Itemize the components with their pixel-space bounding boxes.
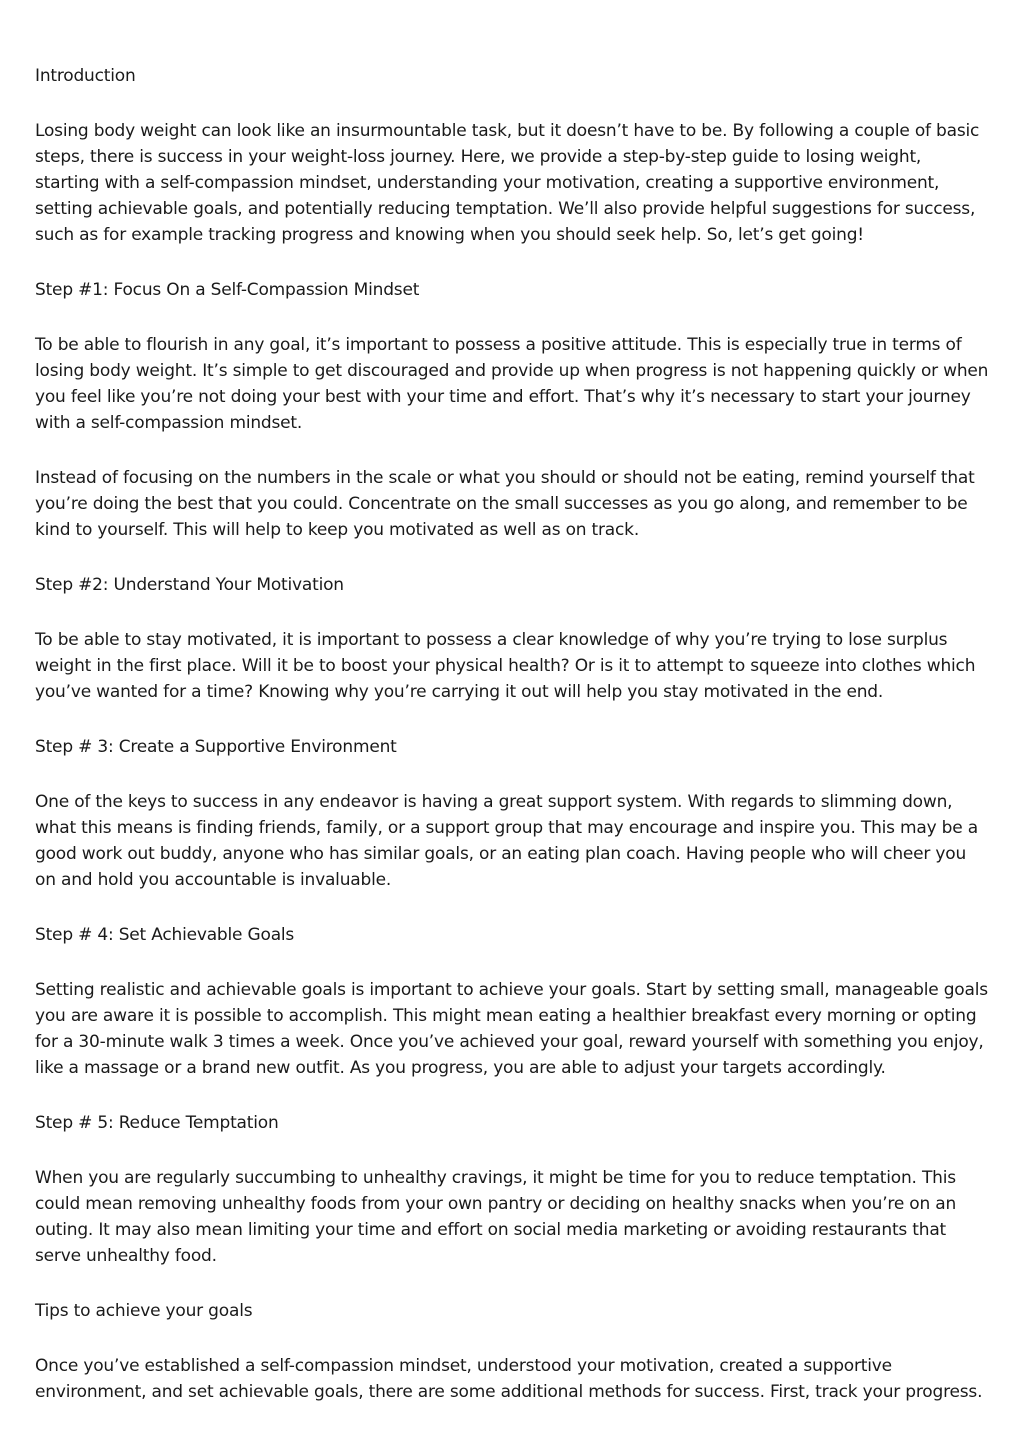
paragraph-step-1-b: Instead of focusing on the numbers in the scale or what you should or should not be eating, remind yourself that you’re doing the best that you could. Concentrate on the small successes as you go along, and remember to be kind to yourself. This will help to keep you motivated as well as on track. [35, 468, 975, 540]
paragraph-tips: Once you’ve established a self-compassion mindset, understood your motivation, created a supportive environment, and set achievable goals, there are some additional methods for success. First, track your progress. [35, 1356, 983, 1402]
paragraph-step-3: One of the keys to success in any endeavor is having a great support system. With regards to slimming down, what this means is finding friends, family, or a support group that may encourage and inspire you. This may be a good work out buddy, anyone who has similar goals, or an eating plan coach. Having people who will cheer you on and hold you accountable is invaluable. [35, 792, 978, 890]
section-heading-tips: Tips to achieve your goals [35, 1301, 253, 1321]
section-heading-step-1: Step #1: Focus On a Self-Compassion Mindset [35, 280, 420, 300]
paragraph-step-1-a: To be able to flourish in any goal, it’s important to possess a positive attitude. This is especially true in terms of losing body weight. It’s simple to get discouraged and provide up when progress is not happening quickly or when you feel like you’re not doing your best with your time and effort. That’s why it’s necessary to start your journey with a self-compassion mindset. [35, 335, 989, 433]
section-heading-step-5: Step # 5: Reduce Temptation [35, 1113, 279, 1133]
paragraph-step-2: To be able to stay motivated, it is important to possess a clear knowledge of why you’re trying to lose surplus weight in the first place. Will it be to boost your physical health? Or is it to attempt to squeeze into clothes which you’ve wanted for a time? Knowing why you’re carrying it out will help you stay motivated in the end. [35, 630, 976, 702]
paragraph-intro: Losing body weight can look like an insurmountable task, but it doesn’t have to be. By following a couple of basic steps, there is success in your weight-loss journey. Here, we provide a step-by-step guide to losing weight, starting with a self-compassion mindset, understanding your motivation, creating a supportive environment, setting achievable goals, and potentially reducing temptation. We’ll also provide helpful suggestions for success, such as for example tracking progress and knowing when you should seek help. So, let’s get going! [35, 121, 980, 245]
section-heading-step-4: Step # 4: Set Achievable Goals [35, 925, 295, 945]
section-heading-introduction: Introduction [35, 66, 136, 86]
paragraph-step-5: When you are regularly succumbing to unhealthy cravings, it might be time for you to reduce temptation. This could mean removing unhealthy foods from your own pantry or deciding on healthy snacks when you’re on an outing. It may also mean limiting your time and effort on social media marketing or avoiding restaurants that serve unhealthy food. [35, 1168, 957, 1266]
section-heading-step-3: Step # 3: Create a Supportive Environment [35, 737, 397, 757]
paragraph-step-4: Setting realistic and achievable goals is important to achieve your goals. Start by setting small, manageable goals you are aware it is possible to accomplish. This might mean eating a healthier breakfast every morning or opting for a 30-minute walk 3 times a week. Once you’ve achieved your goal, reward yourself with something you enjoy, like a massage or a brand new outfit. As you progress, you are able to adjust your targets accordingly. [35, 980, 988, 1078]
document-body [35, 63, 990, 1434]
section-heading-step-2: Step #2: Understand Your Motivation [35, 575, 344, 595]
